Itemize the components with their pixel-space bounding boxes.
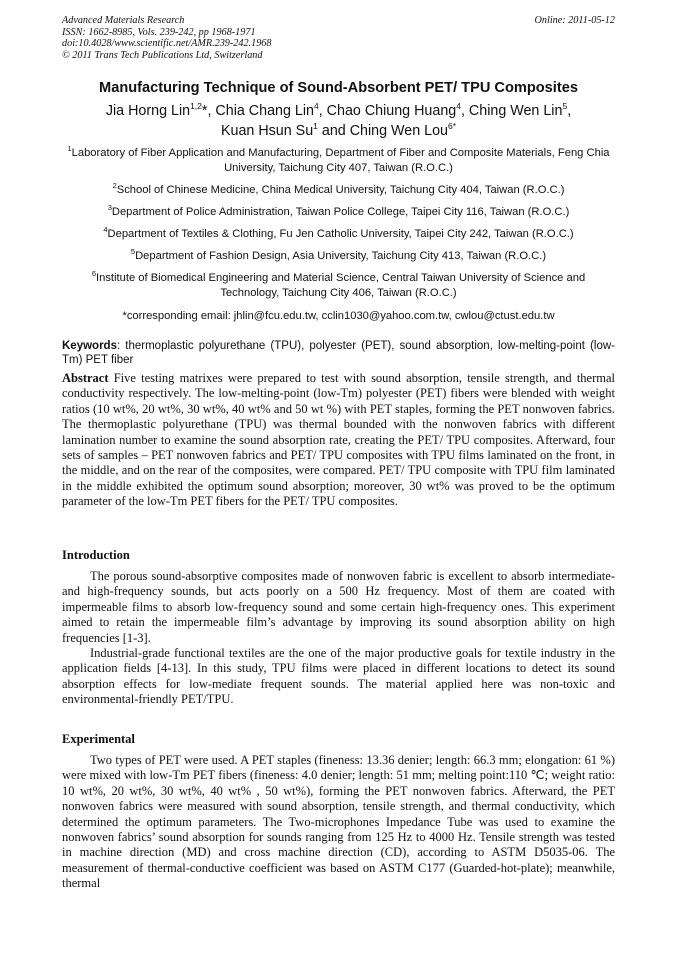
- affiliation-text: Department of Textiles & Clothing, Fu Jen Catholic University, Taipei City 242, Taiwan (R.O.C.): [107, 228, 574, 240]
- author-name: Ching Wen Lou: [349, 123, 448, 139]
- affiliation-number: 6: [91, 269, 96, 278]
- affiliation: [62, 183, 615, 198]
- journal-copyright: © 2011 Trans Tech Publications Ltd, Switzerland: [62, 49, 263, 61]
- journal-header: [62, 15, 271, 61]
- affiliation-number: 2: [112, 181, 117, 190]
- author-affil-mark: 4: [313, 101, 319, 111]
- author-affil-mark: 6*: [448, 121, 457, 131]
- paragraph: Industrial-grade functional textiles are the one of the major productive goals for textile industry in the application fields [4-13]. In this study, TPU films were placed in different locations to detect its sound absorption effects for low-mediate frequent sounds. The material applied here was non-toxic and environmental-friendly PET/TPU.: [62, 646, 615, 707]
- author-name: Chia Chang Lin: [215, 103, 314, 119]
- author-affil-mark: 1,2: [190, 101, 202, 111]
- affiliation-number: 1: [67, 144, 72, 153]
- journal-doi: doi:10.4028/www.scientific.net/AMR.239-242.1968: [62, 38, 272, 50]
- affiliation-number: 5: [130, 247, 136, 256]
- introduction-heading: Introduction: [62, 548, 130, 562]
- affiliation: [62, 249, 615, 264]
- affiliation: [62, 146, 615, 176]
- affiliation-text: School of Chinese Medicine, China Medical University, Taichung City 404, Taiwan (R.O.C.): [116, 184, 565, 196]
- author-list: Jia Horng Lin$^{1,2}$*, Chia Chang Lin$^4$, Chao Chiung Huang$^4$, Ching Wen Lin$^5$, Kuan Hsun Su$^1$ and Ching Wen Lou$^{6*}$: [105, 101, 572, 139]
- journal-name: Advanced Materials Research: [62, 15, 185, 26]
- journal-issn: ISSN: 1662-8985, Vols. 239-242, pp 1968-1971: [62, 26, 256, 38]
- paragraph: The porous sound-absorptive composites made of nonwoven fabric is excellent to absorb intermediate- and high-frequency sounds, but acts poorly on a 500 Hz frequency. Most of them are coated with impermeable films to absorb low-frequency sound and some certain high-frequency ones. This experiment aimed to retain the impermeable film’s advantage by improving its sound absorption ability on high frequencies [1-3].: [62, 569, 615, 645]
- affiliation: [62, 227, 615, 242]
- author-name: Ching Wen Lin: [468, 103, 563, 119]
- affiliation: [62, 271, 615, 301]
- affiliation-text: Laboratory of Fiber Application and Manufacturing, Department of Fiber and Composite Materials, Feng Chia University, Taichung City 407, Taiwan (R.O.C.): [71, 147, 610, 174]
- corresponding-email: *corresponding email: jhlin@fcu.edu.tw, cclin1030@yahoo.com.tw, cwlou@ctust.edu.tw: [122, 310, 555, 322]
- paper-title: Manufacturing Technique of Sound-Absorbent PET/ TPU Composites: [99, 80, 578, 96]
- keywords-text: : thermoplastic polyurethane (TPU), polyester (PET), sound absorption, low-melting-point (low-Tm) PET fiber: [62, 340, 615, 366]
- author-affil-mark: 1: [313, 121, 318, 131]
- experimental-heading: Experimental: [62, 732, 135, 746]
- author-name: Chao Chiung Huang: [326, 103, 457, 119]
- affiliations: [62, 146, 615, 324]
- introduction-section: [62, 569, 615, 708]
- paragraph: Two types of PET were used. A PET staples (fineness: 13.36 denier; length: 66.3 mm; elongation: 61 %) were mixed with low-Tm PET fibers (fineness: 4.0 denier; length: 51 mm; melting point:110 ℃; weight ratio: 10 wt%, 20 wt%, 30 wt%, 40 wt% , 50 wt%), forming the PET nonwoven fabrics. Afterward, the PET nonwoven fabrics were measured with sound absorption, tensile strength, and thermal conductivity, which determined the optimum parameters. The Two-microphones Impedance Tube was used to examine the nonwoven fabrics’ sound absorption for sounds ranging from 125 Hz to 4000 Hz. Tensile strength was tested in machine direction (MD) and cross machine direction (CD), according to ASTM D5035-06. The measurement of thermal-conductive coefficient was based on ASTM C177 (Guarded-hot-plate); meanwhile, thermal: [62, 753, 615, 891]
- experimental-section: [62, 753, 615, 892]
- affiliation-number: 4: [103, 225, 108, 234]
- abstract-text: Five testing matrixes were prepared to test with sound absorption, tensile strength, and thermal conductivity respectively. The low-melting-point (low-Tm) polyester (PET) fibers were blended with weight ratios (10 wt%, 20 wt%, 30 wt%, 40 wt% and 50 wt %) with PET staples, forming the PET nonwoven fabrics. The thermoplastic polyurethane (TPU) was thermal bounded with the nonwoven fabrics with different lamination number to examine the sound absorption rate, creating the PET/ TPU composites. Afterward, four sets of samples – PET nonwoven fabrics and PET/ TPU composites with TPU films laminated on the front, in the middle, and on the rear of the composites, were compared. PET/ TPU composite with TPU film laminated in the middle exhibited the optimum sound absorption; moreover, 30 wt% was proved to be the optimum parameter of the low-Tm PET fibers for the PET/ TPU composites.: [62, 371, 615, 509]
- author-separator: *,: [201, 103, 216, 119]
- author-name: Jia Horng Lin: [105, 103, 191, 119]
- affiliation-number: 3: [107, 203, 112, 212]
- affiliation-text: Institute of Biomedical Engineering and Material Science, Central Taiwan University of Science and Technology, Taichung City 406, Taiwan (R.O.C.): [95, 272, 586, 299]
- keywords-label: Keywords: [62, 340, 117, 352]
- online-date: Online: 2011-05-12: [534, 15, 615, 26]
- author-name: Kuan Hsun Su: [220, 123, 314, 139]
- author-affil-mark: 5: [562, 101, 568, 111]
- author-and: and: [317, 123, 350, 139]
- keywords: [62, 339, 615, 367]
- affiliation-text: Department of Fashion Design, Asia University, Taichung City 413, Taiwan (R.O.C.): [135, 250, 547, 262]
- abstract: [62, 371, 615, 510]
- affiliation: [62, 205, 615, 220]
- affiliation-text: Department of Police Administration, Taiwan Police College, Taipei City 116, Taiwan (R.O.C.): [111, 206, 570, 218]
- abstract-label: Abstract: [62, 371, 109, 385]
- author-affil-mark: 4: [456, 101, 461, 111]
